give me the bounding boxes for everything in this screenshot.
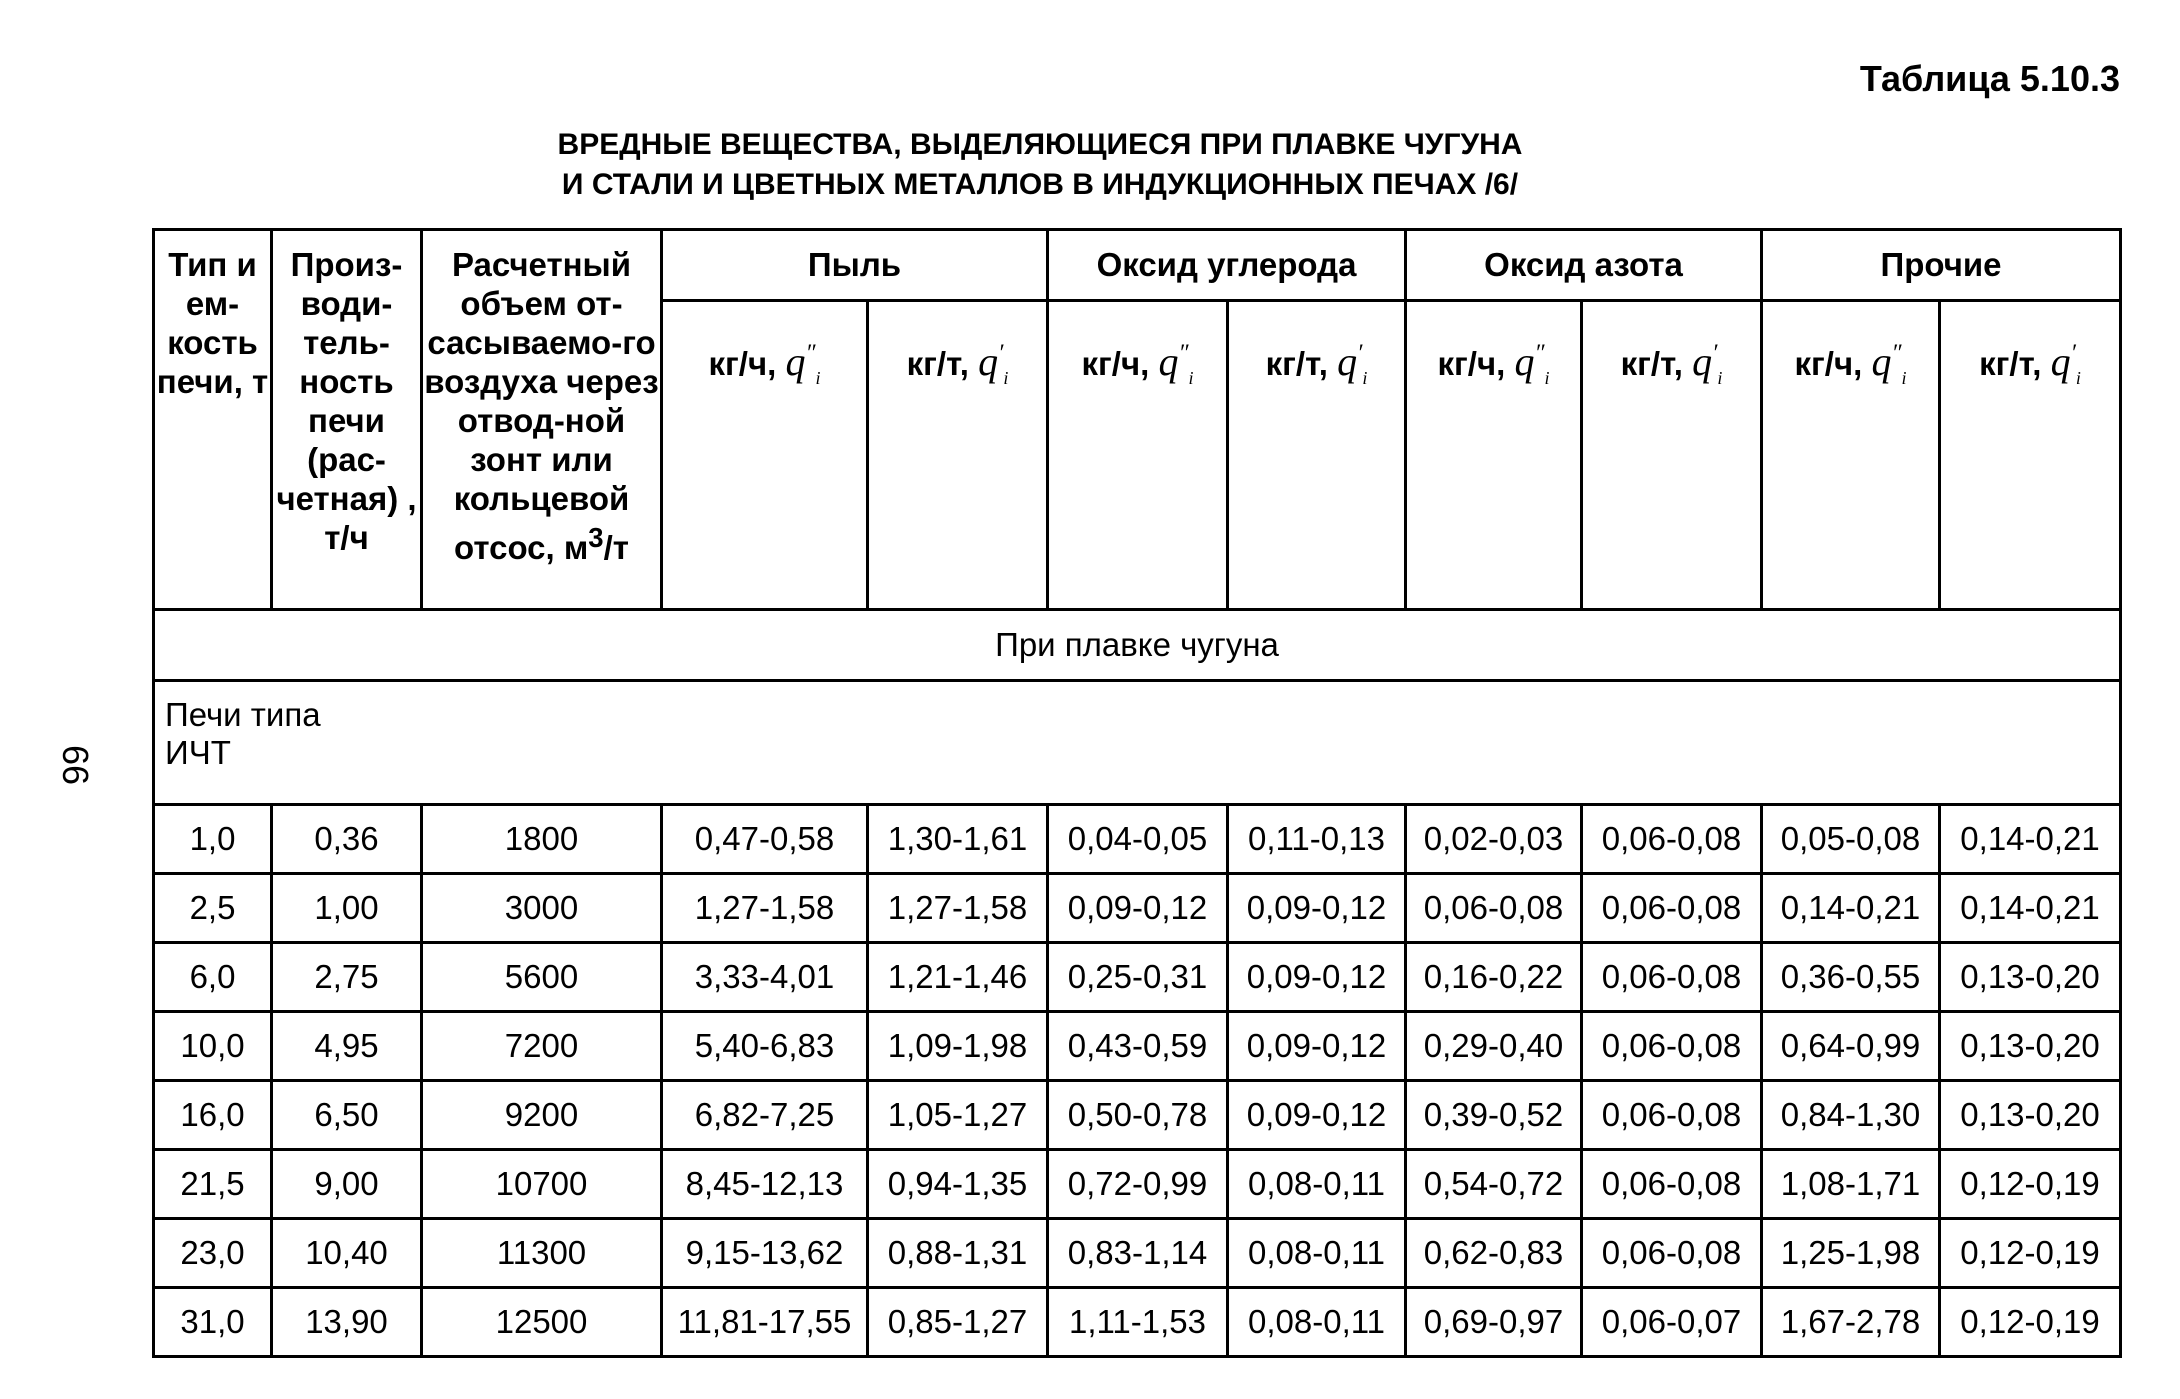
table-cell: 0,09-0,12 bbox=[1228, 1081, 1406, 1150]
header-unit-kgt: кг/т, $q'_i$ bbox=[1940, 301, 2121, 610]
table-cell: 1,05-1,27 bbox=[868, 1081, 1048, 1150]
table-cell: 0,50-0,78 bbox=[1048, 1081, 1228, 1150]
table-cell: 0,09-0,12 bbox=[1228, 943, 1406, 1012]
table-cell: 1800 bbox=[422, 805, 662, 874]
table-cell: 0,06-0,08 bbox=[1582, 1012, 1762, 1081]
header-productivity: Произ-води-тель-ность печи (рас-четная) , т/ч bbox=[272, 230, 422, 610]
table-cell: 10700 bbox=[422, 1150, 662, 1219]
table-cell: 10,0 bbox=[154, 1012, 272, 1081]
table-cell: 0,04-0,05 bbox=[1048, 805, 1228, 874]
table-cell: 9,00 bbox=[272, 1150, 422, 1219]
header-air-volume bbox=[422, 230, 662, 610]
table-cell: 3000 bbox=[422, 874, 662, 943]
table-row bbox=[154, 943, 2121, 1012]
table-cell: 0,84-1,30 bbox=[1762, 1081, 1940, 1150]
caption-line-1: ВРЕДНЫЕ ВЕЩЕСТВА, ВЫДЕЛЯЮЩИЕСЯ ПРИ ПЛАВКЕ ЧУГУНА bbox=[557, 128, 1523, 161]
header-air-volume-text: Расчетный объем от-сасываемо-го воздуха через отвод-ной зонт или кольцевой отсос, м bbox=[424, 246, 659, 566]
table-cell: 0,08-0,11 bbox=[1228, 1288, 1406, 1357]
header-unit-kgh: кг/ч, $q''_i$ bbox=[1762, 301, 1940, 610]
table-cell: 5600 bbox=[422, 943, 662, 1012]
header-group-other: Прочие bbox=[1762, 230, 2121, 301]
table-row bbox=[154, 1012, 2121, 1081]
header-air-volume-sup: 3 bbox=[588, 522, 604, 553]
table-cell: 0,06-0,07 bbox=[1582, 1288, 1762, 1357]
table-cell: 0,14-0,21 bbox=[1762, 874, 1940, 943]
table-cell: 0,06-0,08 bbox=[1582, 874, 1762, 943]
table-cell: 5,40-6,83 bbox=[662, 1012, 868, 1081]
header-group-co: Оксид углерода bbox=[1048, 230, 1406, 301]
header-unit-kgt: кг/т, $q'_i$ bbox=[1582, 301, 1762, 610]
table-cell: 0,72-0,99 bbox=[1048, 1150, 1228, 1219]
table-cell: 0,06-0,08 bbox=[1582, 1150, 1762, 1219]
caption-line-2: И СТАЛИ И ЦВЕТНЫХ МЕТАЛЛОВ В ИНДУКЦИОННЫХ ПЕЧАХ /6/ bbox=[561, 168, 1519, 201]
header-unit-kgt: кг/т, $q'_i$ bbox=[868, 301, 1048, 610]
table-cell: 21,5 bbox=[154, 1150, 272, 1219]
table-cell: 1,21-1,46 bbox=[868, 943, 1048, 1012]
table-cell: 2,75 bbox=[272, 943, 422, 1012]
table-cell: 0,08-0,11 bbox=[1228, 1150, 1406, 1219]
table-cell: 0,47-0,58 bbox=[662, 805, 868, 874]
table-cell: 1,25-1,98 bbox=[1762, 1219, 1940, 1288]
table-cell: 0,13-0,20 bbox=[1940, 943, 2121, 1012]
header-unit-kgh: кг/ч, $q''_i$ bbox=[1406, 301, 1582, 610]
table-cell: 11300 bbox=[422, 1219, 662, 1288]
header-group-dust: Пыль bbox=[662, 230, 1048, 301]
table-cell: 7200 bbox=[422, 1012, 662, 1081]
table-cell: 0,06-0,08 bbox=[1582, 805, 1762, 874]
table-cell: 0,43-0,59 bbox=[1048, 1012, 1228, 1081]
header-unit-kgh: кг/ч, $q''_i$ bbox=[662, 301, 868, 610]
table-row bbox=[154, 1288, 2121, 1357]
table-cell: 31,0 bbox=[154, 1288, 272, 1357]
group-title-text: Печи типа ИЧТ bbox=[165, 696, 321, 771]
table-cell: 0,14-0,21 bbox=[1940, 874, 2121, 943]
table-cell: 23,0 bbox=[154, 1219, 272, 1288]
page-number: 66 bbox=[55, 744, 96, 786]
table-row bbox=[154, 1150, 2121, 1219]
table-cell: 0,09-0,12 bbox=[1048, 874, 1228, 943]
table-cell: 0,16-0,22 bbox=[1406, 943, 1582, 1012]
table-caption bbox=[500, 125, 1580, 205]
table-cell: 0,11-0,13 bbox=[1228, 805, 1406, 874]
table-cell: 0,83-1,14 bbox=[1048, 1219, 1228, 1288]
table-cell: 4,95 bbox=[272, 1012, 422, 1081]
header-unit-kgt: кг/т, $q'_i$ bbox=[1228, 301, 1406, 610]
table-cell: 0,09-0,12 bbox=[1228, 1012, 1406, 1081]
table-row bbox=[154, 805, 2121, 874]
table-cell: 0,06-0,08 bbox=[1406, 874, 1582, 943]
table-cell: 0,94-1,35 bbox=[868, 1150, 1048, 1219]
table-cell: 1,00 bbox=[272, 874, 422, 943]
table-cell: 2,5 bbox=[154, 874, 272, 943]
table-cell: 0,05-0,08 bbox=[1762, 805, 1940, 874]
table-cell: 0,64-0,99 bbox=[1762, 1012, 1940, 1081]
table-cell: 6,82-7,25 bbox=[662, 1081, 868, 1150]
table-cell: 0,09-0,12 bbox=[1228, 874, 1406, 943]
table-cell: 0,29-0,40 bbox=[1406, 1012, 1582, 1081]
table-cell: 6,0 bbox=[154, 943, 272, 1012]
table-cell: 11,81-17,55 bbox=[662, 1288, 868, 1357]
section-title: При плавке чугуна bbox=[154, 610, 2121, 681]
group-title bbox=[154, 681, 2121, 805]
table-cell: 1,0 bbox=[154, 805, 272, 874]
table-cell: 9200 bbox=[422, 1081, 662, 1150]
table-cell: 0,39-0,52 bbox=[1406, 1081, 1582, 1150]
table-cell: 0,06-0,08 bbox=[1582, 1219, 1762, 1288]
table-cell: 0,85-1,27 bbox=[868, 1288, 1048, 1357]
table-cell: 1,11-1,53 bbox=[1048, 1288, 1228, 1357]
table-cell: 1,27-1,58 bbox=[662, 874, 868, 943]
header-unit-kgh: кг/ч, $q''_i$ bbox=[1048, 301, 1228, 610]
table-cell: 1,08-1,71 bbox=[1762, 1150, 1940, 1219]
table-cell: 0,13-0,20 bbox=[1940, 1012, 2121, 1081]
table-cell: 1,30-1,61 bbox=[868, 805, 1048, 874]
table-label: Таблица 5.10.3 bbox=[1859, 58, 2120, 99]
emissions-table bbox=[152, 228, 2122, 1358]
table-cell: 0,12-0,19 bbox=[1940, 1150, 2121, 1219]
header-group-nox: Оксид азота bbox=[1406, 230, 1762, 301]
table-cell: 1,67-2,78 bbox=[1762, 1288, 1940, 1357]
header-furnace-type: Тип и ем-кость печи, т bbox=[154, 230, 272, 610]
table-cell: 9,15-13,62 bbox=[662, 1219, 868, 1288]
header-air-volume-unit: /т bbox=[603, 529, 629, 566]
table-row bbox=[154, 1219, 2121, 1288]
table-cell: 0,36 bbox=[272, 805, 422, 874]
table-cell: 0,36-0,55 bbox=[1762, 943, 1940, 1012]
table-row bbox=[154, 1081, 2121, 1150]
table-cell: 10,40 bbox=[272, 1219, 422, 1288]
table-cell: 0,06-0,08 bbox=[1582, 943, 1762, 1012]
table-cell: 0,02-0,03 bbox=[1406, 805, 1582, 874]
table-cell: 1,09-1,98 bbox=[868, 1012, 1048, 1081]
table-cell: 0,08-0,11 bbox=[1228, 1219, 1406, 1288]
table-cell: 8,45-12,13 bbox=[662, 1150, 868, 1219]
table-cell: 0,13-0,20 bbox=[1940, 1081, 2121, 1150]
table-cell: 0,14-0,21 bbox=[1940, 805, 2121, 874]
table-cell: 0,12-0,19 bbox=[1940, 1288, 2121, 1357]
table-cell: 0,25-0,31 bbox=[1048, 943, 1228, 1012]
table-cell: 1,27-1,58 bbox=[868, 874, 1048, 943]
table-cell: 0,54-0,72 bbox=[1406, 1150, 1582, 1219]
table-row bbox=[154, 874, 2121, 943]
table-cell: 13,90 bbox=[272, 1288, 422, 1357]
table-cell: 0,06-0,08 bbox=[1582, 1081, 1762, 1150]
table-cell: 0,69-0,97 bbox=[1406, 1288, 1582, 1357]
table-cell: 12500 bbox=[422, 1288, 662, 1357]
table-cell: 3,33-4,01 bbox=[662, 943, 868, 1012]
table-cell: 6,50 bbox=[272, 1081, 422, 1150]
table-cell: 0,62-0,83 bbox=[1406, 1219, 1582, 1288]
table-cell: 0,12-0,19 bbox=[1940, 1219, 2121, 1288]
table-cell: 16,0 bbox=[154, 1081, 272, 1150]
table-cell: 0,88-1,31 bbox=[868, 1219, 1048, 1288]
